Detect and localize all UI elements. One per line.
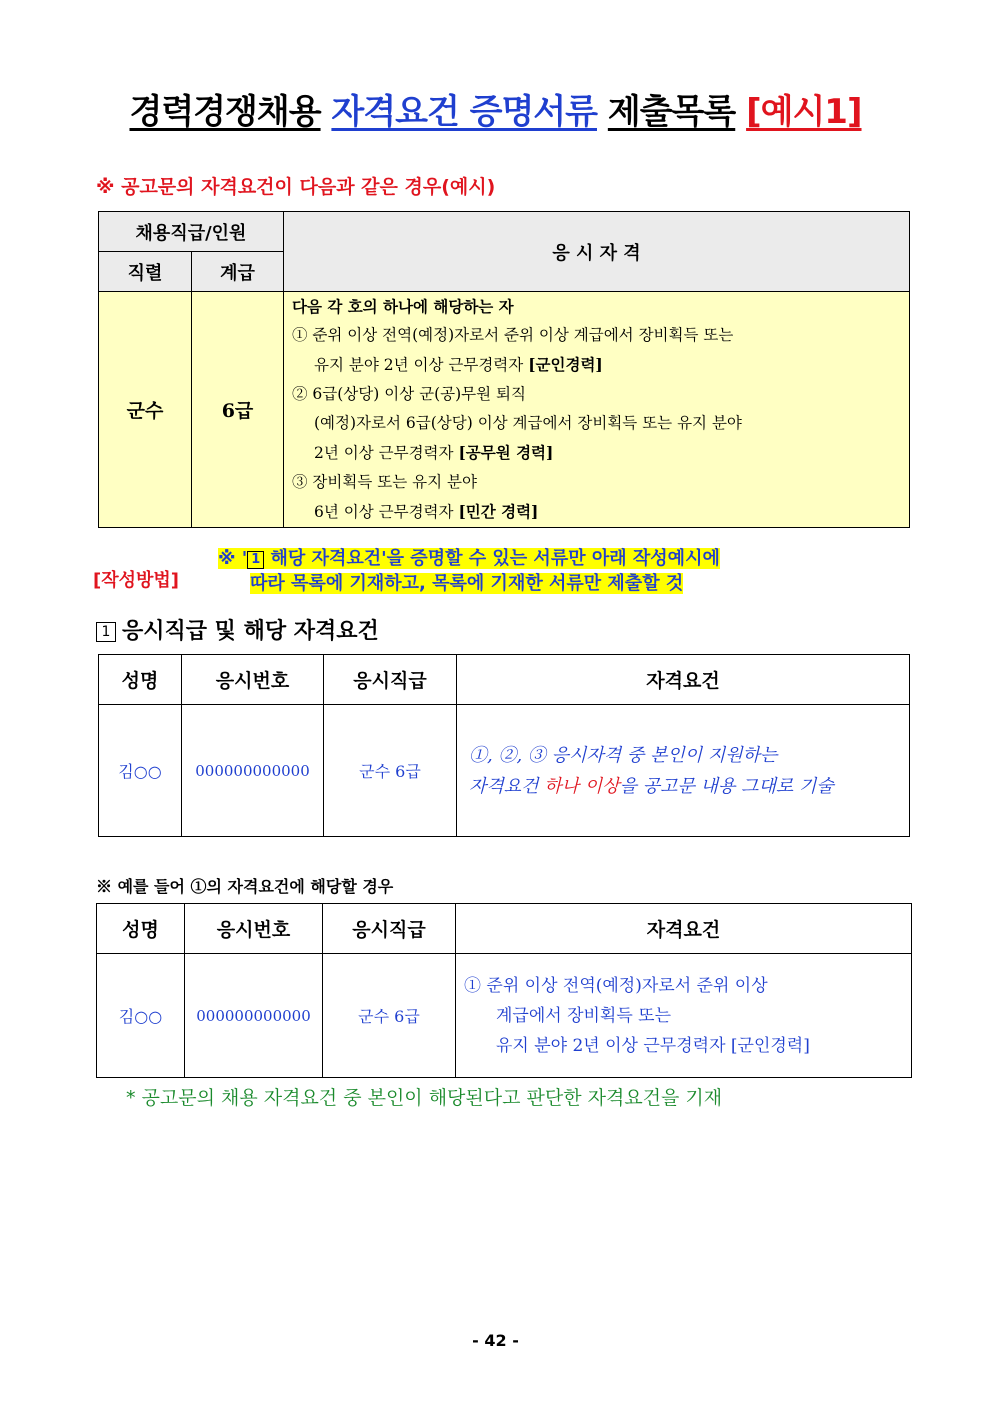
note-top: ※ 공고문의 자격요건이 다음과 같은 경우(예시) <box>96 176 496 198</box>
applicant-table-guide <box>98 654 910 837</box>
col-qualification: 자격요건 <box>456 904 912 954</box>
applicant-name: 김○○ <box>97 954 185 1078</box>
req-item2-line1: ② 6급(상당) 이상 군(공)무원 퇴직 <box>292 385 526 403</box>
applicant-number: 000000000000 <box>182 705 324 837</box>
applicant-number: 000000000000 <box>185 954 323 1078</box>
col-qualification: 자격요건 <box>457 655 910 705</box>
applicant-table-example <box>96 903 912 1078</box>
guide-line1: ①, ②, ③ 응시자격 중 본인이 지원하는 <box>469 744 778 766</box>
qualification-guide <box>457 705 910 837</box>
req-item3-line1: ③ 장비획득 또는 유지 분야 <box>292 473 477 491</box>
header-grade: 계급 <box>192 252 284 292</box>
page-number: - 42 - <box>472 1331 519 1350</box>
header-series: 직렬 <box>99 252 192 292</box>
method-line1-rest: 해당 자격요건'을 증명할 수 있는 서류만 아래 작성예시에 <box>264 548 720 569</box>
title-part3: 제출목록 <box>607 92 736 132</box>
series-cell: 군수 <box>99 292 192 528</box>
method-line1-start: ※ ' <box>218 548 248 569</box>
method-text <box>218 546 720 596</box>
method-box: 1 <box>247 551 264 569</box>
applicant-name: 김○○ <box>99 705 182 837</box>
section-heading <box>96 614 379 645</box>
grade-cell: 6급 <box>192 292 284 528</box>
foot-note: * 공고문의 채용 자격요건 중 본인이 해당된다고 판단한 자격요건을 기재 <box>126 1087 723 1109</box>
guide-line2 <box>469 771 909 802</box>
title-part2: 자격요건 증명서류 <box>331 92 597 132</box>
req-item2-line3 <box>292 438 909 468</box>
title-part4: [예시1] <box>746 92 862 132</box>
method-line1 <box>218 548 720 569</box>
req-item2-line2: (예정)자로서 6급(상당) 이상 계급에서 장비획득 또는 유지 분야 <box>314 414 742 432</box>
req-item1-tag: [군인경력] <box>528 355 603 374</box>
applicant-rank: 군수 6급 <box>324 705 457 837</box>
req-item1-text: 유지 분야 2년 이상 근무경력자 <box>314 356 529 374</box>
section-box: 1 <box>96 622 116 642</box>
method-label: [작성방법] <box>93 570 180 591</box>
example-line3: 유지 분야 2년 이상 근무경력자 [군인경력] <box>496 1035 810 1056</box>
req-item1-line1: ① 준위 이상 전역(예정)자로서 준위 이상 계급에서 장비획득 또는 <box>292 326 734 344</box>
note-example: ※ 예를 들어 ①의 자격요건에 해당할 경우 <box>96 877 394 896</box>
guide-line2-c: 을 공고문 내용 그대로 기술 <box>619 775 834 797</box>
req-item3-tag: [민간 경력] <box>458 502 539 521</box>
example-line1: ① 준위 이상 전역(예정)자로서 준위 이상 <box>464 975 768 996</box>
guide-line2-b: 하나 이상 <box>544 775 620 797</box>
method-line2: 따라 목록에 기재하고, 목록에 기재한 서류만 제출할 것 <box>250 573 684 594</box>
col-name: 성명 <box>97 904 185 954</box>
requirements-table <box>98 211 910 528</box>
col-number: 응시번호 <box>182 655 324 705</box>
req-item3-text: 6년 이상 근무경력자 <box>314 503 459 521</box>
req-intro: 다음 각 호의 하나에 해당하는 자 <box>292 297 514 316</box>
guide-line2-a: 자격요건 <box>469 775 545 797</box>
title-part1: 경력경쟁채용 <box>129 92 321 132</box>
col-name: 성명 <box>99 655 182 705</box>
section-title: 응시직급 및 해당 자격요건 <box>122 619 379 644</box>
requirements-cell <box>284 292 910 528</box>
col-number: 응시번호 <box>185 904 323 954</box>
header-rank: 채용직급/인원 <box>99 212 284 252</box>
col-rank: 응시직급 <box>323 904 456 954</box>
req-item2-tag: [공무원 경력] <box>458 443 554 462</box>
col-rank: 응시직급 <box>324 655 457 705</box>
qualification-example <box>456 954 912 1078</box>
example-line2: 계급에서 장비획득 또는 <box>496 1005 672 1026</box>
applicant-rank: 군수 6급 <box>323 954 456 1078</box>
req-item2-text: 2년 이상 근무경력자 <box>314 444 459 462</box>
req-item1-line2 <box>292 350 909 380</box>
page-title <box>0 84 991 133</box>
req-item3-line2 <box>292 497 909 527</box>
header-qualification: 응 시 자 격 <box>284 212 910 292</box>
